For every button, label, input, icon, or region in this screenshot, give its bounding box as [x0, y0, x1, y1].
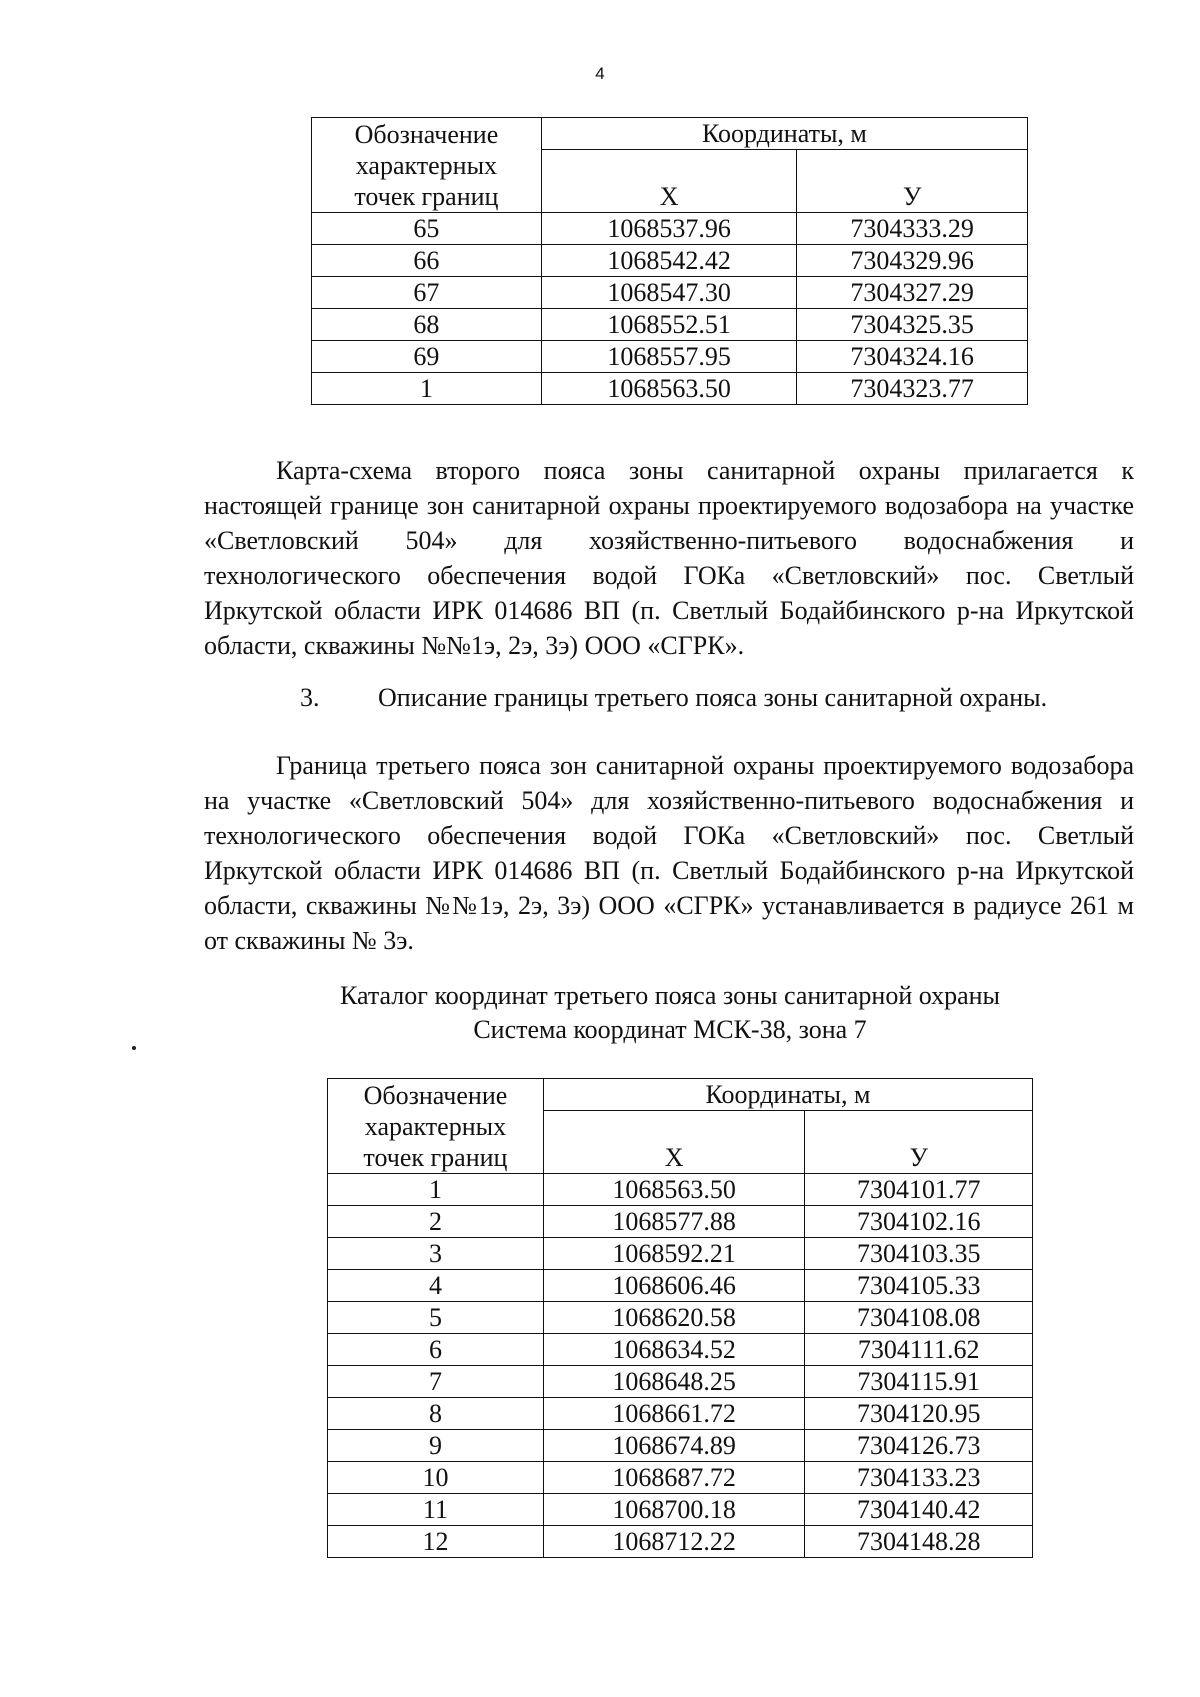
table-row [312, 277, 1028, 309]
header-x: X [543, 1111, 804, 1174]
point-cell: 2 [328, 1206, 544, 1238]
x-cell: 1068687.72 [543, 1462, 804, 1494]
table-row [328, 1174, 1033, 1206]
y-cell: 7304126.73 [805, 1430, 1033, 1462]
y-cell: 7304327.29 [797, 277, 1028, 309]
table-row [312, 213, 1028, 245]
table-row [328, 1526, 1033, 1558]
y-cell: 7304103.35 [805, 1238, 1033, 1270]
x-cell: 1068547.30 [541, 277, 797, 309]
paragraph-text: Граница третьего пояса зон санитарной охраны проектируемого водозабора на участке «Светловский 504» для хозяйственно-питьевого водоснабжения и технологического обеспечения водой ГОКа «Светловский» пос. Светлый Иркутской области ИРК 014686 ВП (п. Светлый Бодайбинского р-на Иркутской области, скважины №№1э, 2э, 3э) ООО «СГРК» устанавливается в радиусе 261 м от скважины № 3э. [204, 751, 1134, 955]
x-cell: 1068634.52 [543, 1334, 804, 1366]
x-cell: 1068552.51 [541, 309, 797, 341]
page-number: 4 [595, 64, 605, 83]
x-cell: 1068700.18 [543, 1494, 804, 1526]
y-cell: 7304111.62 [805, 1334, 1033, 1366]
table-row [328, 1398, 1033, 1430]
table-row [312, 373, 1028, 405]
point-cell: 11 [328, 1494, 544, 1526]
table-row [328, 1302, 1033, 1334]
coordinate-system-caption: Система координат МСК-38, зона 7 [473, 1015, 867, 1044]
x-cell: 1068712.22 [543, 1526, 804, 1558]
point-cell: 69 [312, 341, 542, 373]
y-cell: 7304140.42 [805, 1494, 1033, 1526]
table-row [328, 1430, 1033, 1462]
paragraph-third-zone-boundary [204, 748, 1134, 958]
x-cell: 1068563.50 [543, 1174, 804, 1206]
point-cell: 68 [312, 309, 542, 341]
table-body [312, 213, 1028, 405]
y-cell: 7304148.28 [805, 1526, 1033, 1558]
table-row [328, 1494, 1033, 1526]
y-cell: 7304101.77 [805, 1174, 1033, 1206]
x-cell: 1068661.72 [543, 1398, 804, 1430]
table-row [328, 1238, 1033, 1270]
header-coordinates: Координаты, м [541, 118, 1027, 150]
x-cell: 1068648.25 [543, 1366, 804, 1398]
point-cell: 7 [328, 1366, 544, 1398]
table-body [328, 1174, 1033, 1558]
header-x: X [541, 150, 797, 213]
y-cell: 7304115.91 [805, 1366, 1033, 1398]
x-cell: 1068620.58 [543, 1302, 804, 1334]
section-number: 3. [300, 683, 320, 712]
scan-speck [132, 1046, 136, 1050]
point-cell: 8 [328, 1398, 544, 1430]
table-row [328, 1270, 1033, 1302]
x-cell: 1068674.89 [543, 1430, 804, 1462]
header-y: У [805, 1111, 1033, 1174]
y-cell: 7304325.35 [797, 309, 1028, 341]
y-cell: 7304323.77 [797, 373, 1028, 405]
y-cell: 7304108.08 [805, 1302, 1033, 1334]
point-cell: 3 [328, 1238, 544, 1270]
y-cell: 7304133.23 [805, 1462, 1033, 1494]
coordinates-table-third-zone [327, 1078, 1033, 1558]
x-cell: 1068563.50 [541, 373, 797, 405]
header-point-designation: Обозначение характерных точек границ [328, 1079, 544, 1174]
point-cell: 5 [328, 1302, 544, 1334]
y-cell: 7304105.33 [805, 1270, 1033, 1302]
y-cell: 7304120.95 [805, 1398, 1033, 1430]
point-cell: 65 [312, 213, 542, 245]
y-cell: 7304324.16 [797, 341, 1028, 373]
point-cell: 66 [312, 245, 542, 277]
x-cell: 1068606.46 [543, 1270, 804, 1302]
x-cell: 1068577.88 [543, 1206, 804, 1238]
point-cell: 9 [328, 1430, 544, 1462]
y-cell: 7304333.29 [797, 213, 1028, 245]
table-row [312, 245, 1028, 277]
section-title: Описание границы третьего пояса зоны санитарной охраны. [378, 683, 1048, 712]
header-coordinates: Координаты, м [543, 1079, 1032, 1111]
point-cell: 67 [312, 277, 542, 309]
x-cell: 1068557.95 [541, 341, 797, 373]
table-row [312, 309, 1028, 341]
y-cell: 7304329.96 [797, 245, 1028, 277]
header-y: У [797, 150, 1028, 213]
x-cell: 1068537.96 [541, 213, 797, 245]
paragraph-map-scheme [204, 453, 1134, 663]
x-cell: 1068592.21 [543, 1238, 804, 1270]
point-cell: 4 [328, 1270, 544, 1302]
y-cell: 7304102.16 [805, 1206, 1033, 1238]
point-cell: 10 [328, 1462, 544, 1494]
header-point-designation: Обозначение характерных точек границ [312, 118, 542, 213]
x-cell: 1068542.42 [541, 245, 797, 277]
table-row [328, 1462, 1033, 1494]
point-cell: 12 [328, 1526, 544, 1558]
catalog-caption: Каталог координат третьего пояса зоны санитарной охраны [339, 981, 1001, 1010]
paragraph-text: Карта-схема второго пояса зоны санитарной охраны прилагается к настоящей границе зон санитарной охраны проектируемого водозабора на участке «Светловский 504» для хозяйственно-питьевого водоснабжения и технологического обеспечения водой ГОКа «Светловский» пос. Светлый Иркутской области ИРК 014686 ВП (п. Светлый Бодайбинского р-на Иркутской области, скважины №№1э, 2э, 3э) ООО «СГРК». [204, 456, 1134, 660]
table-row [328, 1334, 1033, 1366]
point-cell: 1 [328, 1174, 544, 1206]
table-row [328, 1206, 1033, 1238]
coordinates-table-second-zone [311, 117, 1028, 405]
table-row [328, 1366, 1033, 1398]
point-cell: 6 [328, 1334, 544, 1366]
table-row [312, 341, 1028, 373]
point-cell: 1 [312, 373, 542, 405]
